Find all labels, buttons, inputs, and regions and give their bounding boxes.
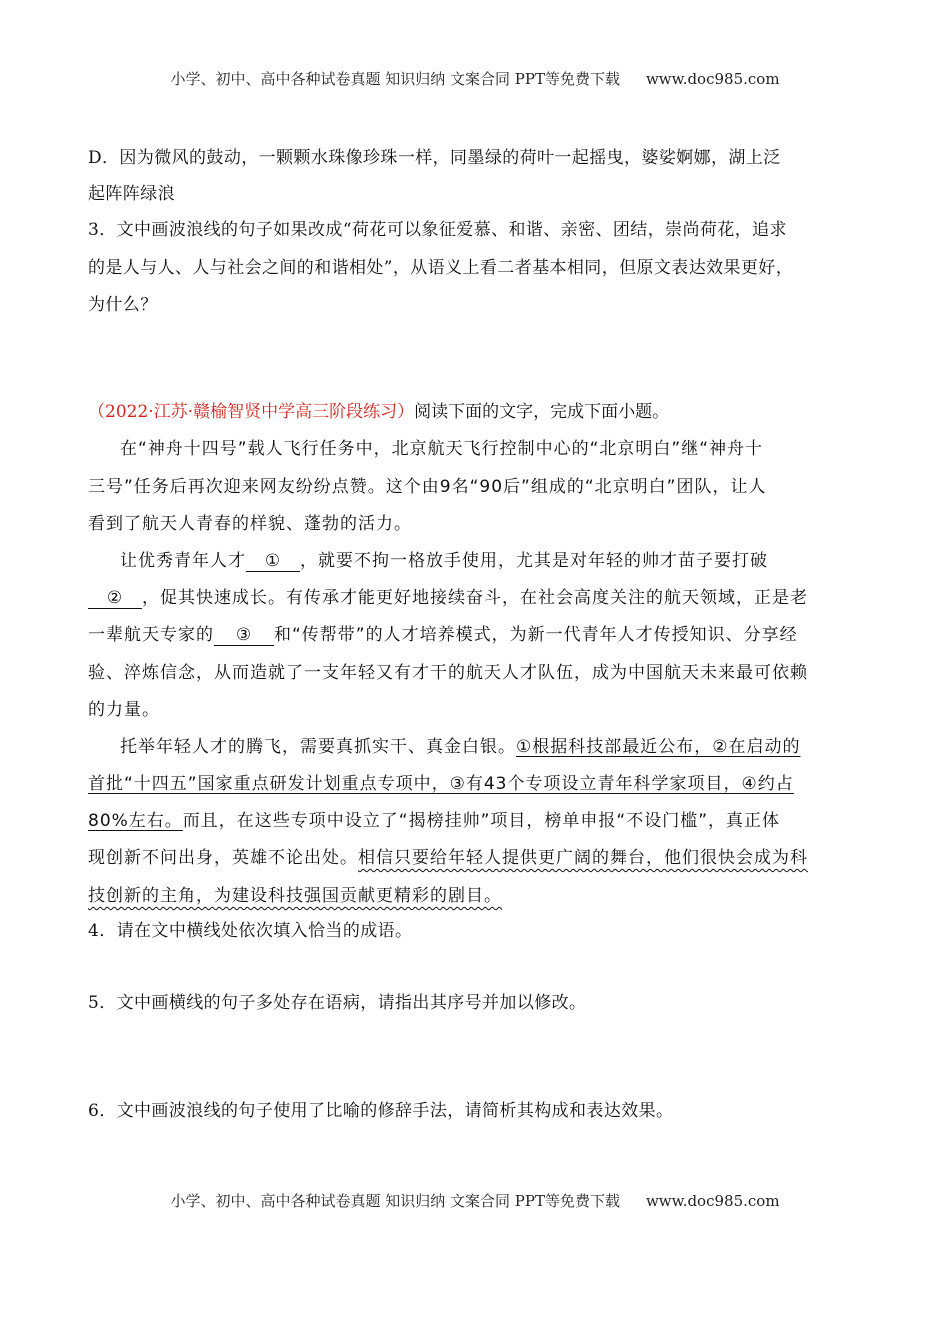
paragraph-2-line5: 的力量。 (88, 700, 160, 720)
underlined-sentence-part1: ①根据科技部最近公布，②在启动的 (516, 737, 801, 757)
paragraph-3-line3 (88, 809, 780, 833)
paragraph-3-line2 (88, 772, 794, 796)
passage-heading (88, 400, 669, 424)
question-4: 4．请在文中横线处依次填入恰当的成语。 (88, 921, 413, 941)
underlined-sentence-part3: 80%左右。 (88, 811, 183, 831)
page-footer (0, 1190, 950, 1211)
question-6: 6．文中画波浪线的句子使用了比喻的修辞手法，请简析其构成和表达效果。 (88, 1101, 674, 1121)
fill-blank-2[interactable]: ② (88, 588, 142, 609)
paragraph-3-text-c: 现创新不问出身，英雄不论出处。 (88, 848, 358, 868)
wavy-sentence-part1: 相信只要给年轻人提供更广阔的舞台，他们很快会成为科 (358, 848, 808, 868)
passage-intro: 阅读下面的文字，完成下面小题。 (414, 402, 670, 422)
paragraph-3-line1 (120, 735, 800, 759)
fill-blank-1[interactable]: ① (246, 551, 300, 572)
paragraph-2-text-c: ，促其快速成长。有传承才能更好地接续奋斗，在社会高度关注的航天领域，正是老 (142, 588, 808, 608)
paragraph-2-text-d: 一辈航天专家的 (88, 625, 214, 645)
paragraph-3-text-a: 托举年轻人才的腾飞，需要真抓实干、真金白银。 (120, 737, 516, 757)
paragraph-3-text-b: 而且，在这些专项中设立了“揭榜挂帅”项目，榜单申报“不设门槛”，真正体 (182, 811, 781, 831)
passage-source: （2022·江苏·赣榆智贤中学高三阶段练习） (88, 402, 415, 422)
paragraph-3-line4 (88, 846, 808, 870)
question-3-line1: 3．文中画波浪线的句子如果改成“荷花可以象征爱慕、和谐、亲密、团结，崇尚荷花，追求 (88, 220, 787, 240)
page-header (0, 68, 950, 89)
question-5: 5．文中画横线的句子多处存在语病，请指出其序号并加以修改。 (88, 993, 587, 1013)
paragraph-1-line1: 在“神舟十四号”载人飞行任务中，北京航天飞行控制中心的“北京明白”继“神舟十 (120, 439, 764, 459)
question-3-line2: 的是人与人、人与社会之间的和谐相处”，从语义上看二者基本相同，但原文表达效果更好， (88, 258, 794, 278)
paragraph-1-line2: 三号”任务后再次迎来网友纷纷点赞。这个由9名“90后”组成的“北京明白”团队，让人 (88, 477, 767, 497)
paragraph-2-line3 (88, 623, 798, 647)
paragraph-2-line1 (120, 549, 768, 573)
paragraph-2-text-b: ，就要不拘一格放手使用，尤其是对年轻的帅才苗子要打破 (300, 551, 768, 571)
footer-text: 小学、初中、高中各种试卷真题 知识归纳 文案合同 PPT等免费下载 (170, 1192, 620, 1210)
paragraph-3-line5 (88, 884, 502, 908)
paragraph-1-line3: 看到了航天人青春的样貌、蓬勃的活力。 (88, 514, 412, 534)
footer-url: www.doc985.com (645, 1192, 780, 1210)
paragraph-2-line2 (88, 586, 808, 610)
paragraph-2-text-a: 让优秀青年人才 (120, 551, 246, 571)
underlined-sentence-part2: 首批“十四五”国家重点研发计划重点专项中，③有43个专项设立青年科学家项目，④约占 (88, 774, 794, 794)
question-3-line3: 为什么？ (88, 295, 158, 315)
option-d-line1: D．因为微风的鼓动，一颗颗水珠像珍珠一样，同墨绿的荷叶一起摇曳，婆娑婀娜，湖上泛 (88, 148, 781, 168)
fill-blank-3[interactable]: ③ (214, 625, 274, 646)
paragraph-2-text-e: 和“传帮带”的人才培养模式，为新一代青年人才传授知识、分享经 (274, 625, 798, 645)
option-d-line2: 起阵阵绿浪 (88, 184, 175, 204)
wavy-sentence-part2: 技创新的主角，为建设科技强国贡献更精彩的剧目。 (88, 886, 502, 906)
header-url: www.doc985.com (645, 70, 780, 88)
header-text: 小学、初中、高中各种试卷真题 知识归纳 文案合同 PPT等免费下载 (170, 70, 620, 88)
paragraph-2-line4: 验、淬炼信念，从而造就了一支年轻又有才干的航天人才队伍，成为中国航天未来最可依赖 (88, 663, 808, 683)
